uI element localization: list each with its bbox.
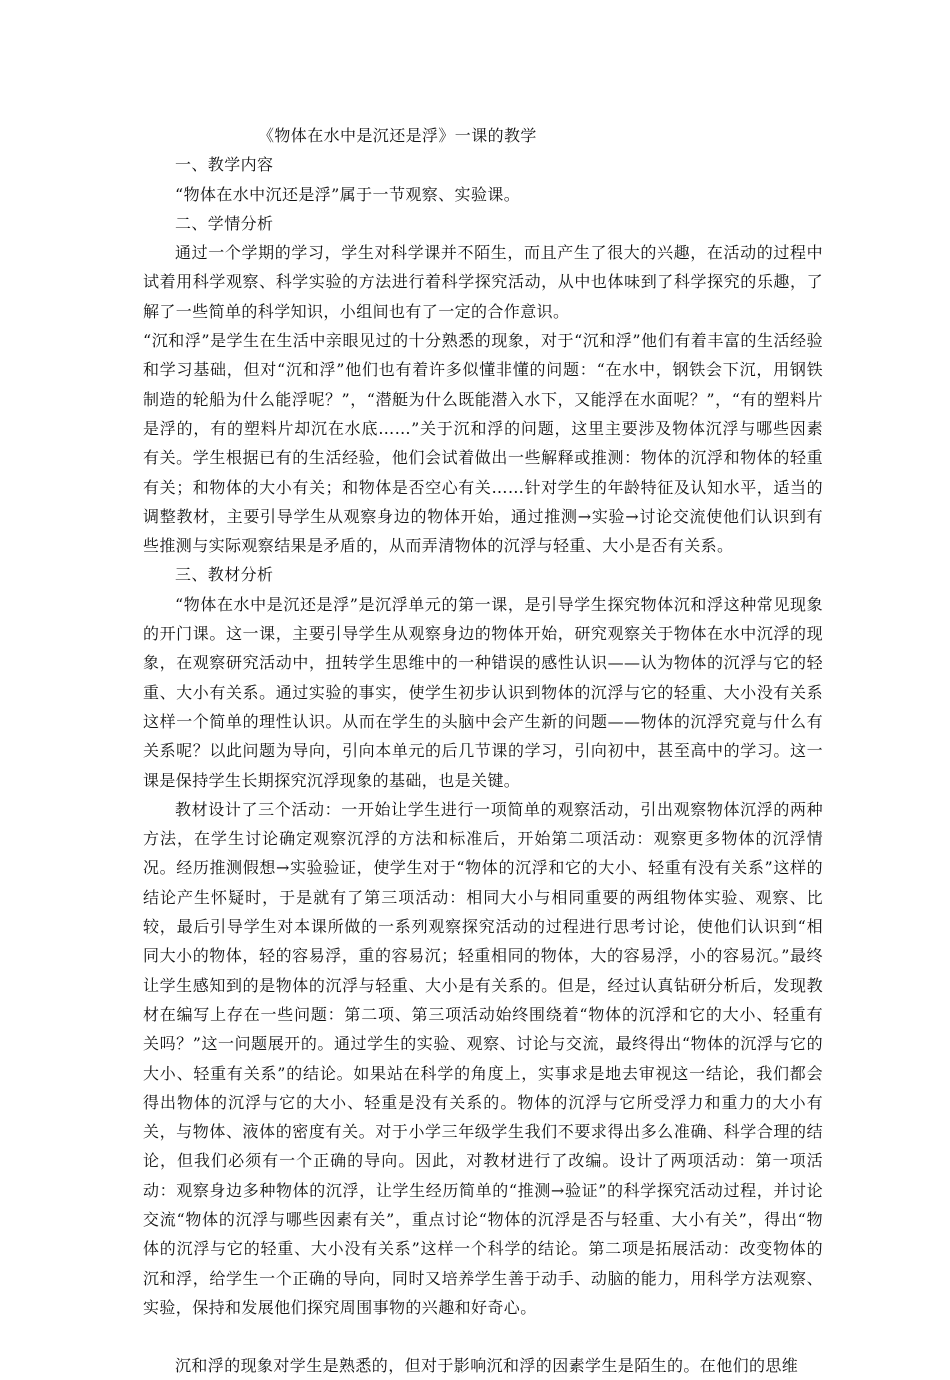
- section-heading-teaching-content: 一、教学内容: [175, 155, 274, 175]
- paragraph: “物体在水中沉还是浮”属于一节观察、实验课。: [175, 184, 521, 204]
- paragraph: “物体在水中是沉还是浮”是沉浮单元的第一课，是引导学生探究物体沉和浮这种常见现象的开门课。这一课，主要引导学生从观察身边的物体开始，研究观察关于物体在水中沉浮的现象，在观察研究活动中，扭转学生思维中的一种错误的感性认识——认为物体的沉浮与它的轻重、大小有关系。通过实验的事实，使学生初步认识到物体的沉浮与它的轻重、大小没有关系这样一个简单的理性认识。从而在学生的头脑中会产生新的问题——物体的沉浮究竟与什么有关系呢？以此问题为导向，引向本单元的后几节课的学习，引向初中，甚至高中的学习。这一课是保持学生长期探究沉浮现象的基础，也是关键。: [143, 594, 823, 790]
- document-title: 《物体在水中是沉还是浮》一课的教学: [258, 126, 537, 145]
- paragraph: 教材设计了三个活动：一开始让学生进行一项简单的观察活动，引出观察物体沉浮的两种方法，在学生讨论确定观察沉浮的方法和标准后，开始第二项活动：观察更多物体的沉浮情况。经历推测假想→实验验证，使学生对于“物体的沉浮和它的大小、轻重有没有关系”这样的结论产生怀疑时，于是就有了第三项活动：相同大小与相同重要的两组物体实验、观察、比较，最后引导学生对本课所做的一系列观察探究活动的过程进行思考讨论，使他们认识到“相同大小的物体，轻的容易浮，重的容易沉；轻重相同的物体，大的容易浮，小的容易沉。”最终让学生感知到的是物体的沉浮与轻重、大小是有关系的。但是，经过认真钻研分析后，发现教材在编写上存在一些问题：第二项、第三项活动始终围绕着“物体的沉浮和它的大小、轻重有关吗？”这一问题展开的。通过学生的实验、观察、讨论与交流，最终得出“物体的沉浮与它的大小、轻重有关系”的结论。如果站在科学的角度上，实事求是地去审视这一结论，我们都会得出物体的沉浮与它的大小、轻重是没有关系的。物体的沉浮与它所受浮力和重力的大小有关，与物体、液体的密度有关。对于小学三年级学生我们不要求得出多么准确、科学合理的结论，但我们必须有一个正确的导向。因此，对教材进行了改编。设计了两项活动：第一项活动：观察身边多种物体的沉浮，让学生经历简单的“推测→验证”的科学探究活动过程，并讨论交流“物体的沉浮与哪些因素有关”，重点讨论“物体的沉浮是否与轻重、大小有关”，得出“物体的沉浮与它的轻重、大小没有关系”这样一个科学的结论。第二项是拓展活动：改变物体的沉和浮，给学生一个正确的导向，同时又培养学生善于动手、动脑的能力，用科学方法观察、实验，保持和发展他们探究周围事物的兴趣和好奇心。: [143, 799, 823, 1317]
- section-heading-textbook-analysis: 三、教材分析: [175, 565, 274, 585]
- document-body: [143, 121, 823, 1380]
- paragraph: 通过一个学期的学习，学生对科学课并不陌生，而且产生了很大的兴趣，在活动的过程中试着用科学观察、科学实验的方法进行着科学探究活动，从中也体味到了科学探究的乐趣，了解了一些简单的科学知识，小组间也有了一定的合作意识。: [143, 243, 823, 321]
- paragraph-spacer: [143, 1322, 823, 1351]
- section-heading-student-analysis: 二、学情分析: [175, 213, 274, 233]
- paragraph: 沉和浮的现象对学生是熟悉的，但对于影响沉和浮的因素学生是陌生的。在他们的思维: [175, 1356, 799, 1376]
- paragraph: “沉和浮”是学生在生活中亲眼见过的十分熟悉的现象，对于“沉和浮”他们有着丰富的生活经验和学习基础，但对“沉和浮”他们也有着许多似懂非懂的问题：“在水中，钢铁会下沉，用钢铁制造的轮船为什么能浮呢？”，“潜艇为什么既能潜入水下，又能浮在水面呢？”，“有的塑料片是浮的，有的塑料片却沉在水底……”关于沉和浮的问题，这里主要涉及物体沉浮与哪些因素有关。学生根据已有的生活经验，他们会试着做出一些解释或推测：物体的沉浮和物体的轻重有关；和物体的大小有关；和物体是否空心有关……针对学生的年龄特征及认知水平，适当的调整教材，主要引导学生从观察身边的物体开始，通过推测→实验→讨论交流使他们认识到有些推测与实际观察结果是矛盾的，从而弄清物体的沉浮与轻重、大小是否有关系。: [143, 331, 823, 556]
